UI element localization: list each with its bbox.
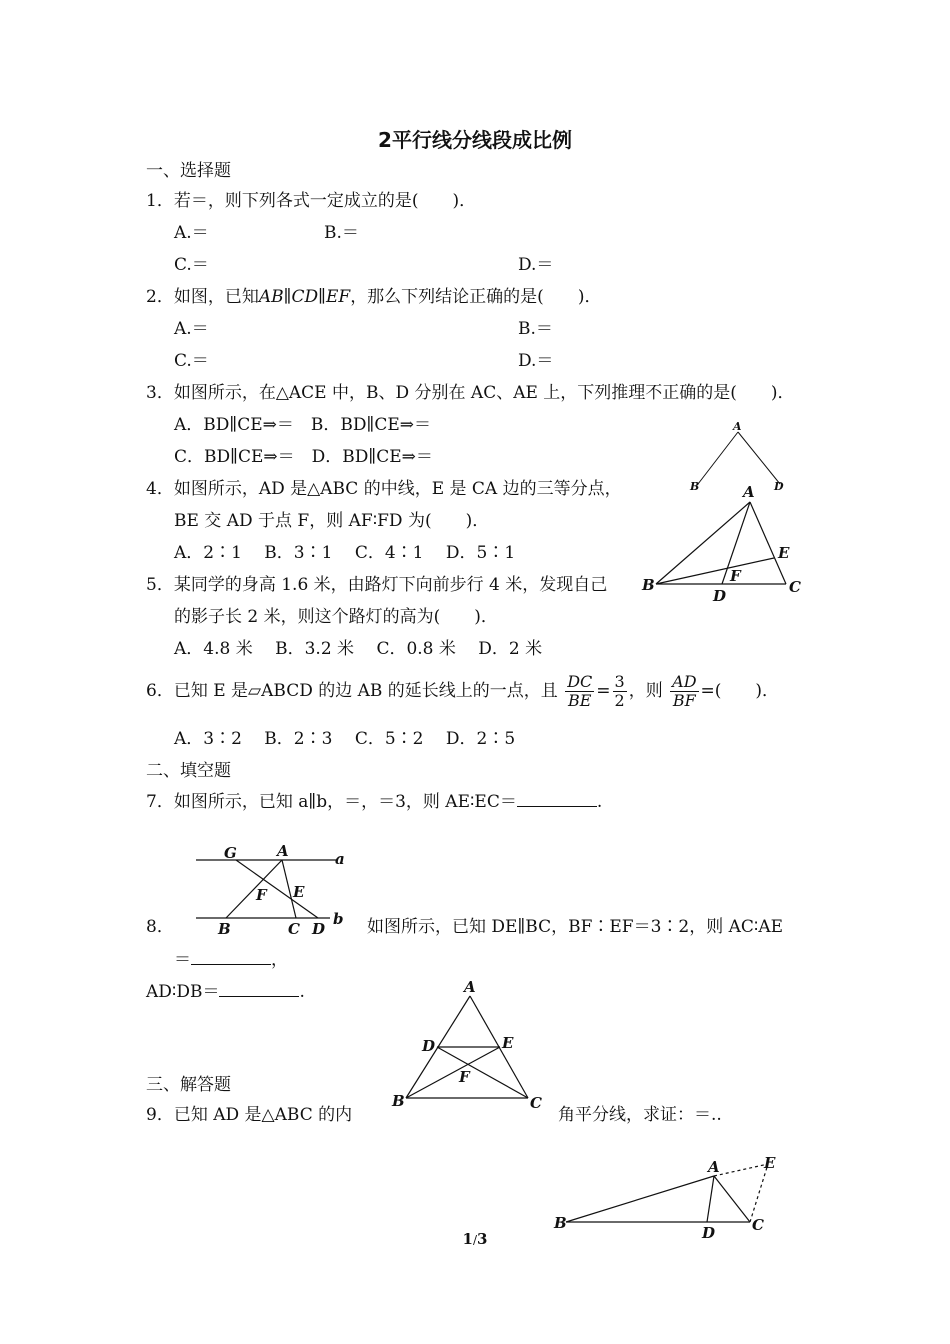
q7-stem-pre: 7．如图所示，已知 a∥b，＝，＝3，则 AE∶EC＝ [146, 792, 517, 812]
q8-number: 8． [146, 917, 174, 937]
fig4-label-d: D [713, 587, 727, 605]
q6-frac2-den: 2 [614, 691, 625, 710]
fig8-label-a: A [464, 978, 476, 996]
q6-options: A．3∶2 B．2∶3 C．5∶2 D．2∶5 [174, 729, 516, 749]
figure-q7-parallel-lines [190, 840, 360, 940]
q2-stem-pre: 2．如图，已知 [146, 287, 259, 307]
q6-post: =( )． [700, 681, 780, 701]
q6-frac3-num: AD [672, 672, 697, 691]
figure-q8-triangle [388, 976, 548, 1116]
q1-option-b: B.＝ [324, 223, 359, 243]
q2-option-b: B.＝ [518, 319, 553, 339]
page-separator: / [472, 1233, 478, 1247]
fig7-label-line-b: b [333, 910, 344, 928]
q2-ef: EF [325, 287, 351, 307]
fig4-label-e: E [778, 544, 790, 562]
fig7-label-d: D [312, 920, 326, 938]
q2-option-a: A.＝ [174, 319, 209, 339]
fig7-label-f: F [256, 886, 267, 904]
q8-stem-2-post: ， [271, 950, 288, 970]
q1-option-d: D.＝ [518, 255, 554, 275]
q9-stem-pre: 9．已知 AD 是△ABC 的内 [146, 1105, 353, 1125]
fig7-label-e: E [293, 883, 305, 901]
q2-option-d: D.＝ [518, 351, 554, 371]
q2-stem-post: ，那么下列结论正确的是( )． [350, 287, 602, 307]
q2-ab: AB [258, 287, 284, 307]
q6-fraction-dc-be [565, 673, 594, 710]
fig7-label-a: A [277, 842, 289, 860]
q8-answer-blank-1[interactable] [191, 948, 271, 965]
fig3-label-d: D [774, 480, 784, 493]
fig9-label-c: C [752, 1216, 764, 1234]
q3-options-cd: C．BD∥CE⇒＝ D．BD∥CE⇒＝ [174, 447, 433, 467]
q4-stem-1: 4．如图所示，AD 是△ABC 的中线，E 是 CA 边的三等分点， [146, 479, 622, 499]
fig4-label-c: C [789, 578, 801, 596]
fig7-label-c: C [288, 920, 300, 938]
q3-stem: 3．如图所示，在△ACE 中，B、D 分别在 AC、AE 上，下列推理不正确的是( )． [146, 383, 795, 403]
section-heading-fill: 二、填空题 [146, 761, 231, 781]
q8-stem-2-pre: ＝ [174, 950, 191, 970]
page-number [0, 1230, 950, 1248]
fig8-label-f: F [459, 1068, 470, 1086]
q8-stem-3-pre: AD∶DB＝ [146, 982, 220, 1002]
q1-option-a: A.＝ [174, 223, 209, 243]
q6-stem-pre: 6．已知 E 是▱ABCD 的边 AB 的延长线上的一点，且 [146, 681, 558, 701]
q5-stem-1: 5．某同学的身高 1.6 米，由路灯下向前步行 4 米，发现自己 [146, 575, 608, 595]
fig4-label-a: A [743, 483, 755, 501]
fig8-label-c: C [530, 1094, 542, 1112]
fig9-label-e: E [764, 1154, 776, 1172]
q6-frac3-den: BF [672, 691, 696, 710]
fig8-label-d: D [422, 1037, 436, 1055]
fig4-label-b: B [642, 576, 655, 594]
q6-fraction-3-2 [613, 673, 627, 710]
q2-parallel-2: ∥ [318, 287, 326, 307]
q8-stem-3 [146, 980, 305, 1003]
section-heading-choice: 一、选择题 [146, 161, 231, 181]
section-heading-solve: 三、解答题 [146, 1075, 231, 1095]
page-title: 2平行线分线段成比例 [378, 128, 572, 152]
fig7-label-line-a: a [335, 850, 345, 868]
fig7-label-g: G [224, 844, 237, 862]
fig3-label-b: B [690, 480, 700, 493]
q2-stem [146, 286, 601, 308]
q2-parallel-1: ∥ [283, 287, 292, 307]
q8-answer-blank-2[interactable] [219, 980, 299, 997]
q6-fraction-ad-bf [670, 673, 698, 710]
q1-stem: 1．若＝，则下列各式一定成立的是( )． [146, 191, 477, 211]
q6-equals: = [596, 681, 611, 701]
fig8-label-e: E [502, 1034, 514, 1052]
fig7-label-b: B [218, 920, 231, 938]
q6-stem [146, 670, 779, 712]
q8-stem-2 [174, 948, 288, 971]
fig9-label-b: B [554, 1214, 567, 1232]
q6-frac2-num: 3 [614, 672, 625, 691]
q2-cd: CD [291, 287, 319, 307]
fig8-label-b: B [392, 1092, 405, 1110]
q3-options-ab: A．BD∥CE⇒＝ B．BD∥CE⇒＝ [174, 415, 432, 435]
figure-q4-triangle [640, 480, 810, 610]
q8-stem-3-post: . [299, 982, 305, 1002]
q5-options: A．4.8 米 B．3.2 米 C．0.8 米 D．2 米 [174, 639, 543, 659]
q7-stem [146, 790, 602, 813]
q2-option-c: C.＝ [174, 351, 209, 371]
fig9-label-a: A [708, 1158, 720, 1176]
fig9-label-d: D [702, 1224, 716, 1242]
q9-stem-post: 角平分线，求证：＝.. [558, 1105, 722, 1125]
q6-frac1-num: DC [567, 672, 593, 691]
fig4-label-f: F [730, 567, 741, 585]
q5-stem-2: 的影子长 2 米，则这个路灯的高为( )． [174, 607, 498, 627]
q4-options: A．2∶1 B．3∶1 C．4∶1 D．5∶1 [174, 543, 516, 563]
fig3-label-a: A [733, 420, 742, 433]
q1-option-c: C.＝ [174, 255, 209, 275]
q6-mid: ，则 [628, 681, 663, 701]
q8-stem-1: 如图所示，已知 DE∥BC，BF∶EF＝3∶2，则 AC∶AE [367, 917, 784, 937]
q7-stem-post: . [596, 792, 603, 812]
page-current: 1 [462, 1230, 473, 1248]
q7-answer-blank[interactable] [517, 790, 597, 807]
page-total: 3 [477, 1230, 488, 1248]
q6-frac1-den: BE [568, 691, 592, 710]
figure-q3-triangle [680, 418, 800, 493]
q4-stem-2: BE 交 AD 于点 F，则 AF∶FD 为( )． [174, 511, 490, 531]
